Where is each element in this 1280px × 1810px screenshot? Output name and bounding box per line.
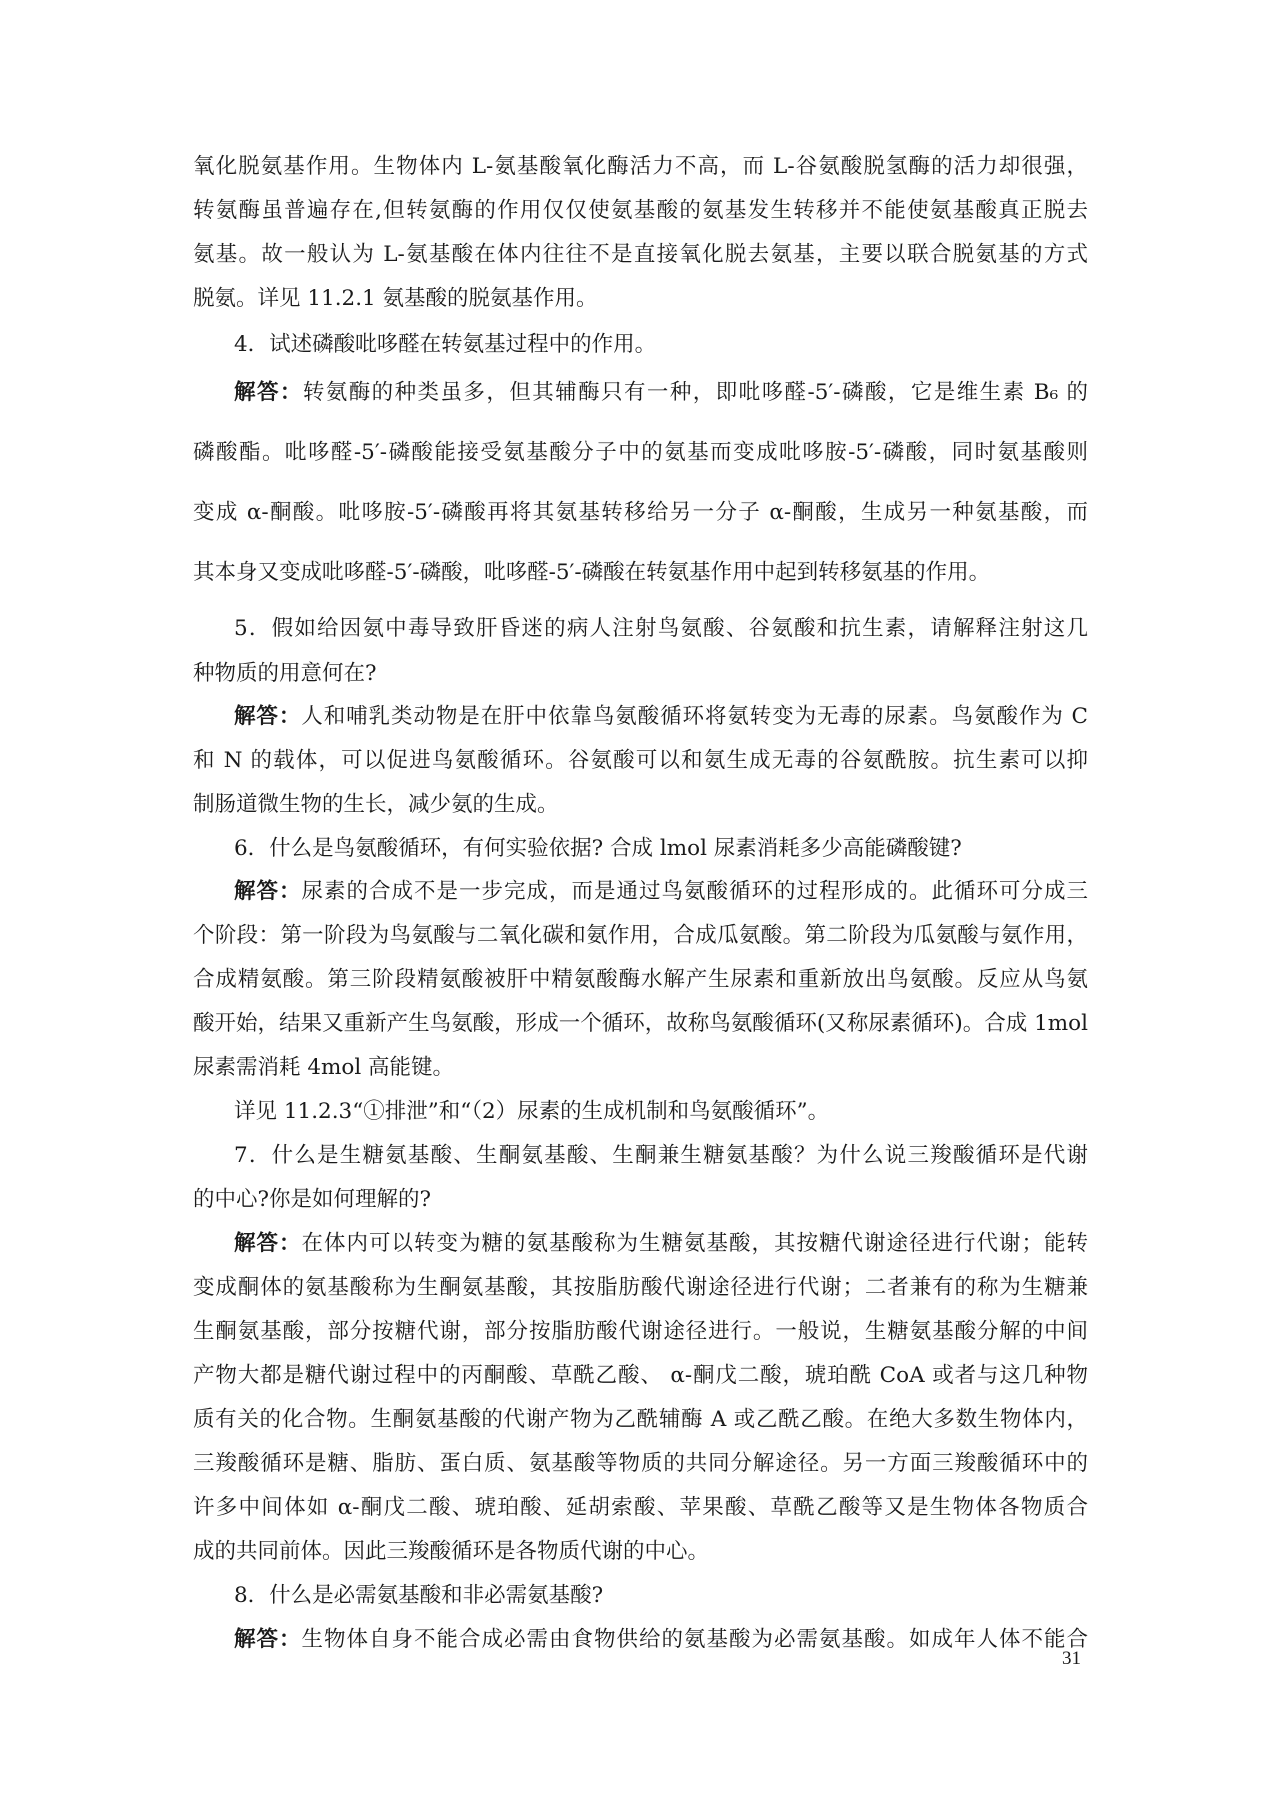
page-number: 31 — [1062, 1648, 1081, 1669]
answer-label: 解答： — [234, 1627, 302, 1652]
answer-label: 解答： — [234, 704, 302, 729]
question-8: 8．什么是必需氨基酸和非必需氨基酸? — [234, 1583, 604, 1608]
text-line: 成的共同前体。因此三羧酸循环是各物质代谢的中心。 — [193, 1539, 710, 1564]
question-5: 5．假如给因氨中毒导致肝昏迷的病人注射鸟氨酸、谷氨酸和抗生素，请解释注射这几 — [234, 616, 1088, 641]
text-line: 脱氨。详见 11.2.1 氨基酸的脱氨基作用。 — [193, 286, 598, 311]
text-line: 三羧酸循环是糖、脂肪、蛋白质、氨基酸等物质的共同分解途径。另一方面三羧酸循环中的 — [193, 1451, 1088, 1476]
text-line: 磷酸酯。吡哆醛-5′-磷酸能接受氨基酸分子中的氨基而变成吡哆胺-5′-磷酸，同时氨基酸则 — [193, 440, 1088, 465]
answer-8-line: 解答：生物体自身不能合成必需由食物供给的氨基酸为必需氨基酸。如成年人体不能合 — [234, 1627, 1088, 1652]
text-line: 氧化脱氨基作用。生物体内 L-氨基酸氧化酶活力不高，而 L-谷氨酸脱氢酶的活力却很强， — [193, 154, 1088, 179]
text-line: 的中心?你是如何理解的? — [193, 1187, 432, 1212]
text-line: 合成精氨酸。第三阶段精氨酸被肝中精氨酸酶水解产生尿素和重新放出鸟氨酸。反应从鸟氨 — [193, 967, 1088, 992]
text-line: 转氨酶虽普遍存在,但转氨酶的作用仅仅使氨基酸的氨基发生转移并不能使氨基酸真正脱去 — [193, 198, 1088, 223]
question-6: 6．什么是鸟氨酸循环，有何实验依据? 合成 lmol 尿素消耗多少高能磷酸键? — [234, 836, 962, 861]
text-line: 种物质的用意何在? — [193, 661, 377, 686]
text-line: 酸开始，结果又重新产生鸟氨酸，形成一个循环，故称鸟氨酸循环(又称尿素循环)。合成 1mol — [193, 1011, 1088, 1036]
answer-label: 解答： — [234, 879, 302, 904]
answer-label: 解答： — [234, 1231, 302, 1256]
text-line: 详见 11.2.3“①排泄”和“（2）尿素的生成机制和鸟氨酸循环”。 — [234, 1099, 830, 1124]
answer-5-line: 解答：人和哺乳类动物是在肝中依靠鸟氨酸循环将氨转变为无毒的尿素。鸟氨酸作为 C — [234, 704, 1088, 729]
text-line: 制肠道微生物的生长，减少氨的生成。 — [193, 792, 559, 817]
answer-label: 解答： — [234, 380, 303, 405]
question-7: 7．什么是生糖氨基酸、生酮氨基酸、生酮兼生糖氨基酸？为什么说三羧酸循环是代谢 — [234, 1143, 1088, 1168]
text-line: 变成酮体的氨基酸称为生酮氨基酸，其按脂肪酸代谢途径进行代谢；二者兼有的称为生糖兼 — [193, 1275, 1088, 1300]
text-line: 产物大都是糖代谢过程中的丙酮酸、草酰乙酸、 α-酮戊二酸，琥珀酰 CoA 或者与这几种物 — [193, 1363, 1088, 1388]
text-line: 许多中间体如 α-酮戊二酸、琥珀酸、延胡索酸、苹果酸、草酰乙酸等又是生物体各物质合 — [193, 1495, 1088, 1520]
text-line: 氨基。故一般认为 L-氨基酸在体内往往不是直接氧化脱去氨基，主要以联合脱氨基的方式 — [193, 242, 1088, 267]
text-line: 生酮氨基酸，部分按糖代谢，部分按脂肪酸代谢途径进行。一般说，生糖氨基酸分解的中间 — [193, 1319, 1088, 1344]
answer-7-line: 解答：在体内可以转变为糖的氨基酸称为生糖氨基酸，其按糖代谢途径进行代谢；能转 — [234, 1231, 1088, 1256]
text-line: 质有关的化合物。生酮氨基酸的代谢产物为乙酰辅酶 A 或乙酰乙酸。在绝大多数生物体内， — [193, 1407, 1088, 1432]
text-line: 其本身又变成吡哆醛-5′-磷酸，吡哆醛-5′-磷酸在转氨基作用中起到转移氨基的作用。 — [193, 560, 991, 585]
text-line: 和 N 的载体，可以促进鸟氨酸循环。谷氨酸可以和氨生成无毒的谷氨酰胺。抗生素可以抑 — [193, 748, 1088, 773]
text-line: 变成 α-酮酸。吡哆胺-5′-磷酸再将其氨基转移给另一分子 α-酮酸，生成另一种氨基酸，而 — [193, 500, 1088, 525]
text-line: 个阶段：第一阶段为鸟氨酸与二氧化碳和氨作用，合成瓜氨酸。第二阶段为瓜氨酸与氨作用， — [193, 923, 1088, 948]
answer-6-line: 解答：尿素的合成不是一步完成，而是通过鸟氨酸循环的过程形成的。此循环可分成三 — [234, 879, 1088, 904]
text-line: 尿素需消耗 4mol 高能键。 — [193, 1055, 455, 1080]
question-4: 4．试述磷酸吡哆醛在转氨基过程中的作用。 — [234, 332, 657, 357]
answer-4-line: 解答：转氨酶的种类虽多，但其辅酶只有一种，即吡哆醛-5′-磷酸，它是维生素 B₆ 的 — [234, 380, 1088, 405]
